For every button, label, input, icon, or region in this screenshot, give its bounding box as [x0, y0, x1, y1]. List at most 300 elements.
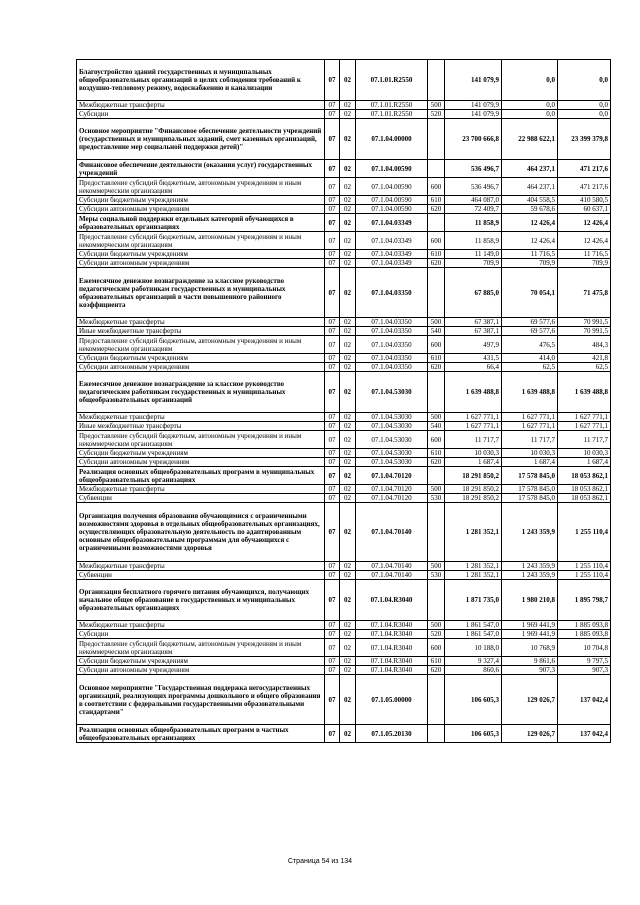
- amount-2-cell: 414,0: [502, 354, 558, 363]
- section-code-cell: 07: [325, 214, 340, 232]
- item-name-cell: Субсидии бюджетным учреждениям: [77, 449, 325, 458]
- item-name-cell: Благоустройство зданий государственных и муниципальных общеобразовательных организаций в целях соблюдения требований к воздушно-тепловому режиму, водоснабжению и канализации: [77, 60, 325, 101]
- expense-type-cell: [428, 160, 445, 178]
- amount-3-cell: 0,0: [558, 60, 611, 101]
- amount-1-cell: 11 149,0: [445, 250, 502, 259]
- amount-3-cell: 1 627 771,1: [558, 413, 611, 422]
- section-code-cell: 07: [325, 580, 340, 621]
- amount-3-cell: 18 053 862,1: [558, 467, 611, 485]
- table-row: [77, 422, 611, 431]
- table-row: [77, 268, 611, 318]
- amount-2-cell: 1 243 359,9: [502, 571, 558, 580]
- subsection-code-cell: 02: [340, 232, 356, 250]
- section-code-cell: 07: [325, 372, 340, 413]
- amount-3-cell: 60 637,1: [558, 205, 611, 214]
- expense-type-cell: 620: [428, 458, 445, 467]
- amount-1-cell: 18 291 850,2: [445, 494, 502, 503]
- item-name-cell: Субсидии бюджетным учреждениям: [77, 657, 325, 666]
- table-row: [77, 571, 611, 580]
- target-article-cell: 07.1.04.53030: [356, 449, 428, 458]
- table-row: [77, 336, 611, 354]
- subsection-code-cell: 02: [340, 205, 356, 214]
- amount-1-cell: 1 639 488,8: [445, 372, 502, 413]
- target-article-cell: 07.1.04.70140: [356, 562, 428, 571]
- subsection-code-cell: 02: [340, 327, 356, 336]
- expense-type-cell: 600: [428, 232, 445, 250]
- amount-1-cell: 23 700 666,8: [445, 119, 502, 160]
- amount-2-cell: 22 988 622,1: [502, 119, 558, 160]
- subsection-code-cell: 02: [340, 571, 356, 580]
- expense-type-cell: 500: [428, 413, 445, 422]
- expense-type-cell: 620: [428, 666, 445, 675]
- target-article-cell: 07.1.01.R2550: [356, 101, 428, 110]
- target-article-cell: 07.1.04.R3040: [356, 657, 428, 666]
- amount-3-cell: 471 217,6: [558, 160, 611, 178]
- expense-type-cell: [428, 725, 445, 743]
- amount-1-cell: 431,5: [445, 354, 502, 363]
- item-name-cell: Субсидии автономным учреждениям: [77, 205, 325, 214]
- item-name-cell: Межбюджетные трансферты: [77, 621, 325, 630]
- subsection-code-cell: 02: [340, 431, 356, 449]
- subsection-code-cell: 02: [340, 110, 356, 119]
- section-code-cell: 07: [325, 363, 340, 372]
- subsection-code-cell: 02: [340, 485, 356, 494]
- table-row: [77, 60, 611, 101]
- target-article-cell: 07.1.04.R3040: [356, 621, 428, 630]
- expense-type-cell: 540: [428, 327, 445, 336]
- table-row: [77, 160, 611, 178]
- expense-type-cell: 520: [428, 630, 445, 639]
- target-article-cell: 07.1.04.00590: [356, 205, 428, 214]
- subsection-code-cell: 02: [340, 639, 356, 657]
- section-code-cell: 07: [325, 160, 340, 178]
- amount-2-cell: 1 969 441,9: [502, 621, 558, 630]
- table-row: [77, 327, 611, 336]
- amount-2-cell: 17 578 845,0: [502, 467, 558, 485]
- target-article-cell: 07.1.04.03350: [356, 318, 428, 327]
- item-name-cell: Иные межбюджетные трансферты: [77, 327, 325, 336]
- amount-3-cell: 907,3: [558, 666, 611, 675]
- target-article-cell: 07.1.04.00000: [356, 119, 428, 160]
- item-name-cell: Межбюджетные трансферты: [77, 101, 325, 110]
- subsection-code-cell: 02: [340, 494, 356, 503]
- target-article-cell: 07.1.04.70120: [356, 467, 428, 485]
- target-article-cell: 07.1.04.00590: [356, 160, 428, 178]
- item-name-cell: Предоставление субсидий бюджетным, автономным учреждениям и иным некоммерческим организациям: [77, 431, 325, 449]
- table-row: [77, 725, 611, 743]
- amount-1-cell: 1 281 352,1: [445, 562, 502, 571]
- target-article-cell: 07.1.04.53030: [356, 458, 428, 467]
- target-article-cell: 07.1.04.00590: [356, 178, 428, 196]
- amount-2-cell: 9 861,6: [502, 657, 558, 666]
- amount-3-cell: 1 895 798,7: [558, 580, 611, 621]
- target-article-cell: 07.1.04.R3040: [356, 639, 428, 657]
- subsection-code-cell: 02: [340, 580, 356, 621]
- section-code-cell: 07: [325, 621, 340, 630]
- subsection-code-cell: 02: [340, 119, 356, 160]
- amount-3-cell: 18 053 862,1: [558, 485, 611, 494]
- expense-type-cell: [428, 214, 445, 232]
- amount-3-cell: 10 704,8: [558, 639, 611, 657]
- page-number: Страница 54 из 134: [287, 858, 353, 865]
- subsection-code-cell: 02: [340, 372, 356, 413]
- item-name-cell: Субвенции: [77, 571, 325, 580]
- section-code-cell: 07: [325, 101, 340, 110]
- subsection-code-cell: 02: [340, 675, 356, 725]
- subsection-code-cell: 02: [340, 268, 356, 318]
- target-article-cell: 07.1.04.03350: [356, 363, 428, 372]
- expense-type-cell: [428, 503, 445, 562]
- amount-3-cell: 70 991,5: [558, 318, 611, 327]
- subsection-code-cell: 02: [340, 160, 356, 178]
- section-code-cell: 07: [325, 327, 340, 336]
- amount-3-cell: 1 255 110,4: [558, 562, 611, 571]
- amount-1-cell: 66,4: [445, 363, 502, 372]
- table-row: [77, 119, 611, 160]
- item-name-cell: Ежемесячное денежное вознаграждение за классное руководство педагогическим работникам государственных и муниципальных образовательных организаций в части повышенного районного коэффициента: [77, 268, 325, 318]
- table-row: [77, 494, 611, 503]
- target-article-cell: 07.1.05.20130: [356, 725, 428, 743]
- section-code-cell: 07: [325, 110, 340, 119]
- subsection-code-cell: 02: [340, 318, 356, 327]
- table-row: [77, 630, 611, 639]
- target-article-cell: 07.1.04.03349: [356, 232, 428, 250]
- expense-type-cell: 600: [428, 336, 445, 354]
- table-row: [77, 363, 611, 372]
- page-footer: [0, 858, 640, 865]
- amount-3-cell: 137 042,4: [558, 675, 611, 725]
- section-code-cell: 07: [325, 259, 340, 268]
- amount-3-cell: 1 255 110,4: [558, 571, 611, 580]
- amount-3-cell: 421,8: [558, 354, 611, 363]
- section-code-cell: 07: [325, 232, 340, 250]
- amount-3-cell: 410 580,5: [558, 196, 611, 205]
- amount-2-cell: 1 969 441,9: [502, 630, 558, 639]
- item-name-cell: Ежемесячное денежное вознаграждение за классное руководство педагогическим работникам государственных и муниципальных общеобразовательных организаций: [77, 372, 325, 413]
- item-name-cell: Организация получения образования обучающимися с ограниченными возможностями здоровья в отдельных общеобразовательных организациях, осуществляющих образовательную деятельность по адаптированным основным общеобразовательным программам для обучающихся с ограниченными возможностями здоровья: [77, 503, 325, 562]
- amount-1-cell: 67 387,1: [445, 327, 502, 336]
- subsection-code-cell: 02: [340, 562, 356, 571]
- expense-type-cell: 600: [428, 178, 445, 196]
- amount-1-cell: 11 858,9: [445, 214, 502, 232]
- item-name-cell: Субсидии бюджетным учреждениям: [77, 250, 325, 259]
- amount-2-cell: 12 426,4: [502, 232, 558, 250]
- section-code-cell: 07: [325, 657, 340, 666]
- table-row: [77, 562, 611, 571]
- amount-2-cell: 476,5: [502, 336, 558, 354]
- item-name-cell: Организация бесплатного горячего питания обучающихся, получающих начальное общее образование в государственных и муниципальных образовательных организациях: [77, 580, 325, 621]
- section-code-cell: 07: [325, 503, 340, 562]
- subsection-code-cell: 02: [340, 354, 356, 363]
- table-row: [77, 354, 611, 363]
- target-article-cell: 07.1.04.R3040: [356, 630, 428, 639]
- amount-1-cell: 536 496,7: [445, 160, 502, 178]
- subsection-code-cell: 02: [340, 259, 356, 268]
- target-article-cell: 07.1.01.R2550: [356, 110, 428, 119]
- target-article-cell: 07.1.04.03349: [356, 214, 428, 232]
- item-name-cell: Иные межбюджетные трансферты: [77, 422, 325, 431]
- amount-3-cell: 1 687,4: [558, 458, 611, 467]
- expense-type-cell: [428, 580, 445, 621]
- item-name-cell: Предоставление субсидий бюджетным, автономным учреждениям и иным некоммерческим организациям: [77, 336, 325, 354]
- amount-3-cell: 9 797,5: [558, 657, 611, 666]
- amount-1-cell: 72 409,7: [445, 205, 502, 214]
- amount-3-cell: 0,0: [558, 101, 611, 110]
- amount-3-cell: 11 716,5: [558, 250, 611, 259]
- table-row: [77, 413, 611, 422]
- subsection-code-cell: 02: [340, 630, 356, 639]
- target-article-cell: 07.1.04.53030: [356, 422, 428, 431]
- item-name-cell: Предоставление субсидий бюджетным, автономным учреждениям и иным некоммерческим организациям: [77, 639, 325, 657]
- target-article-cell: 07.1.04.R3040: [356, 580, 428, 621]
- amount-3-cell: 12 426,4: [558, 214, 611, 232]
- table-row: [77, 449, 611, 458]
- amount-2-cell: 12 426,4: [502, 214, 558, 232]
- table-row: [77, 666, 611, 675]
- amount-2-cell: 17 578 845,0: [502, 485, 558, 494]
- amount-1-cell: 860,6: [445, 666, 502, 675]
- amount-1-cell: 1 627 771,1: [445, 413, 502, 422]
- amount-2-cell: 129 026,7: [502, 725, 558, 743]
- amount-1-cell: 497,9: [445, 336, 502, 354]
- expense-type-cell: 610: [428, 657, 445, 666]
- item-name-cell: Межбюджетные трансферты: [77, 562, 325, 571]
- table-row: [77, 196, 611, 205]
- table-row: [77, 431, 611, 449]
- section-code-cell: 07: [325, 639, 340, 657]
- section-code-cell: 07: [325, 467, 340, 485]
- expense-type-cell: 620: [428, 259, 445, 268]
- amount-3-cell: 23 399 379,8: [558, 119, 611, 160]
- item-name-cell: Финансовое обеспечение деятельности (оказания услуг) государственных учреждений: [77, 160, 325, 178]
- amount-2-cell: 1 243 359,9: [502, 562, 558, 571]
- table-row: [77, 178, 611, 196]
- section-code-cell: 07: [325, 354, 340, 363]
- amount-3-cell: 137 042,4: [558, 725, 611, 743]
- table-row: [77, 214, 611, 232]
- target-article-cell: 07.1.04.03350: [356, 336, 428, 354]
- table-row: [77, 657, 611, 666]
- item-name-cell: Субсидии: [77, 110, 325, 119]
- amount-3-cell: 1 627 771,1: [558, 422, 611, 431]
- table-row: [77, 110, 611, 119]
- table-row: [77, 675, 611, 725]
- section-code-cell: 07: [325, 485, 340, 494]
- section-code-cell: 07: [325, 630, 340, 639]
- target-article-cell: 07.1.04.03349: [356, 259, 428, 268]
- amount-1-cell: 141 079,9: [445, 101, 502, 110]
- subsection-code-cell: 02: [340, 621, 356, 630]
- amount-3-cell: 71 475,8: [558, 268, 611, 318]
- amount-1-cell: 536 496,7: [445, 178, 502, 196]
- expense-type-cell: 530: [428, 571, 445, 580]
- section-code-cell: 07: [325, 119, 340, 160]
- amount-2-cell: 1 627 771,1: [502, 413, 558, 422]
- table-row: [77, 639, 611, 657]
- item-name-cell: Субсидии автономным учреждениям: [77, 666, 325, 675]
- expense-type-cell: [428, 268, 445, 318]
- amount-1-cell: 10 188,0: [445, 639, 502, 657]
- expense-type-cell: [428, 60, 445, 101]
- subsection-code-cell: 02: [340, 336, 356, 354]
- subsection-code-cell: 02: [340, 458, 356, 467]
- expense-type-cell: 500: [428, 562, 445, 571]
- item-name-cell: Субсидии: [77, 630, 325, 639]
- item-name-cell: Субсидии автономным учреждениям: [77, 363, 325, 372]
- table-row: [77, 503, 611, 562]
- amount-2-cell: 10 030,3: [502, 449, 558, 458]
- expense-type-cell: 610: [428, 196, 445, 205]
- table-row: [77, 372, 611, 413]
- section-code-cell: 07: [325, 268, 340, 318]
- table-row: [77, 467, 611, 485]
- amount-1-cell: 464 087,0: [445, 196, 502, 205]
- expense-type-cell: 600: [428, 431, 445, 449]
- amount-2-cell: 709,9: [502, 259, 558, 268]
- expense-type-cell: 610: [428, 250, 445, 259]
- amount-2-cell: 69 577,6: [502, 327, 558, 336]
- amount-1-cell: 11 717,7: [445, 431, 502, 449]
- section-code-cell: 07: [325, 431, 340, 449]
- item-name-cell: Субсидии бюджетным учреждениям: [77, 196, 325, 205]
- section-code-cell: 07: [325, 250, 340, 259]
- item-name-cell: Субвенции: [77, 494, 325, 503]
- amount-2-cell: 1 627 771,1: [502, 422, 558, 431]
- amount-1-cell: 9 327,4: [445, 657, 502, 666]
- amount-2-cell: 404 558,5: [502, 196, 558, 205]
- amount-2-cell: 1 639 488,8: [502, 372, 558, 413]
- amount-3-cell: 471 217,6: [558, 178, 611, 196]
- section-code-cell: 07: [325, 422, 340, 431]
- subsection-code-cell: 02: [340, 666, 356, 675]
- expense-type-cell: 610: [428, 449, 445, 458]
- amount-3-cell: 1 885 093,8: [558, 621, 611, 630]
- subsection-code-cell: 02: [340, 413, 356, 422]
- item-name-cell: Предоставление субсидий бюджетным, автономным учреждениям и иным некоммерческим организациям: [77, 178, 325, 196]
- subsection-code-cell: 02: [340, 60, 356, 101]
- table-row: [77, 232, 611, 250]
- section-code-cell: 07: [325, 413, 340, 422]
- amount-2-cell: 907,3: [502, 666, 558, 675]
- amount-1-cell: 67 387,1: [445, 318, 502, 327]
- amount-2-cell: 1 687,4: [502, 458, 558, 467]
- table-row: [77, 458, 611, 467]
- item-name-cell: Реализация основных общеобразовательных программ в муниципальных общеобразовательных организациях: [77, 467, 325, 485]
- item-name-cell: Субсидии автономным учреждениям: [77, 259, 325, 268]
- section-code-cell: 07: [325, 494, 340, 503]
- expense-type-cell: 500: [428, 318, 445, 327]
- expense-type-cell: 620: [428, 205, 445, 214]
- amount-1-cell: 11 858,9: [445, 232, 502, 250]
- expense-type-cell: 620: [428, 363, 445, 372]
- expense-type-cell: [428, 119, 445, 160]
- target-article-cell: 07.1.04.00590: [356, 196, 428, 205]
- section-code-cell: 07: [325, 458, 340, 467]
- target-article-cell: 07.1.04.R3040: [356, 666, 428, 675]
- item-name-cell: Межбюджетные трансферты: [77, 413, 325, 422]
- table-row: [77, 205, 611, 214]
- item-name-cell: Меры социальной поддержки отдельных категорий обучающихся в образовательных организациях: [77, 214, 325, 232]
- target-article-cell: 07.1.04.03350: [356, 327, 428, 336]
- amount-3-cell: 11 717,7: [558, 431, 611, 449]
- amount-1-cell: 1 861 547,0: [445, 621, 502, 630]
- subsection-code-cell: 02: [340, 503, 356, 562]
- amount-2-cell: 129 026,7: [502, 675, 558, 725]
- budget-table: [76, 59, 611, 743]
- table-row: [77, 580, 611, 621]
- expense-type-cell: [428, 372, 445, 413]
- amount-2-cell: 17 578 845,0: [502, 494, 558, 503]
- amount-3-cell: 70 991,5: [558, 327, 611, 336]
- subsection-code-cell: 02: [340, 196, 356, 205]
- amount-3-cell: 484,3: [558, 336, 611, 354]
- amount-2-cell: 62,5: [502, 363, 558, 372]
- section-code-cell: 07: [325, 60, 340, 101]
- expense-type-cell: [428, 467, 445, 485]
- expense-type-cell: 600: [428, 639, 445, 657]
- amount-2-cell: 1 243 359,9: [502, 503, 558, 562]
- amount-3-cell: 0,0: [558, 110, 611, 119]
- amount-1-cell: 18 291 850,2: [445, 467, 502, 485]
- amount-1-cell: 1 627 771,1: [445, 422, 502, 431]
- section-code-cell: 07: [325, 449, 340, 458]
- table-row: [77, 318, 611, 327]
- amount-1-cell: 106 605,3: [445, 675, 502, 725]
- section-code-cell: 07: [325, 178, 340, 196]
- target-article-cell: 07.1.04.70120: [356, 485, 428, 494]
- amount-1-cell: 141 079,9: [445, 60, 502, 101]
- amount-3-cell: 1 639 488,8: [558, 372, 611, 413]
- amount-3-cell: 12 426,4: [558, 232, 611, 250]
- item-name-cell: Межбюджетные трансферты: [77, 485, 325, 494]
- amount-3-cell: 709,9: [558, 259, 611, 268]
- item-name-cell: Реализация основных общеобразовательных программ в частных общеобразовательных организациях: [77, 725, 325, 743]
- amount-2-cell: 464 237,1: [502, 178, 558, 196]
- section-code-cell: 07: [325, 725, 340, 743]
- target-article-cell: 07.1.04.53030: [356, 431, 428, 449]
- amount-2-cell: 11 716,5: [502, 250, 558, 259]
- amount-2-cell: 0,0: [502, 101, 558, 110]
- subsection-code-cell: 02: [340, 178, 356, 196]
- amount-1-cell: 106 605,3: [445, 725, 502, 743]
- subsection-code-cell: 02: [340, 214, 356, 232]
- amount-2-cell: 69 577,6: [502, 318, 558, 327]
- subsection-code-cell: 02: [340, 422, 356, 431]
- target-article-cell: 07.1.04.70120: [356, 494, 428, 503]
- expense-type-cell: [428, 675, 445, 725]
- target-article-cell: 07.1.04.70140: [356, 503, 428, 562]
- section-code-cell: 07: [325, 571, 340, 580]
- amount-2-cell: 11 717,7: [502, 431, 558, 449]
- target-article-cell: 07.1.04.03350: [356, 268, 428, 318]
- expense-type-cell: 500: [428, 485, 445, 494]
- section-code-cell: 07: [325, 205, 340, 214]
- target-article-cell: 07.1.04.03349: [356, 250, 428, 259]
- item-name-cell: Основное мероприятие "Государственная поддержка негосударственных организаций, реализующих программы дошкольного и общего образования в соответствии с федеральными государственными образовательными стандартами": [77, 675, 325, 725]
- amount-2-cell: 70 054,1: [502, 268, 558, 318]
- amount-2-cell: 1 980 210,8: [502, 580, 558, 621]
- amount-1-cell: 141 079,9: [445, 110, 502, 119]
- subsection-code-cell: 02: [340, 467, 356, 485]
- section-code-cell: 07: [325, 196, 340, 205]
- table-row: [77, 259, 611, 268]
- subsection-code-cell: 02: [340, 657, 356, 666]
- amount-2-cell: 10 768,9: [502, 639, 558, 657]
- target-article-cell: 07.1.04.03350: [356, 354, 428, 363]
- target-article-cell: 07.1.04.53030: [356, 372, 428, 413]
- item-name-cell: Основное мероприятие "Финансовое обеспечение деятельности учреждений (государственных и муниципальных заданий, смет казенных организаций, предоставление мер социальной поддержки детей)": [77, 119, 325, 160]
- section-code-cell: 07: [325, 318, 340, 327]
